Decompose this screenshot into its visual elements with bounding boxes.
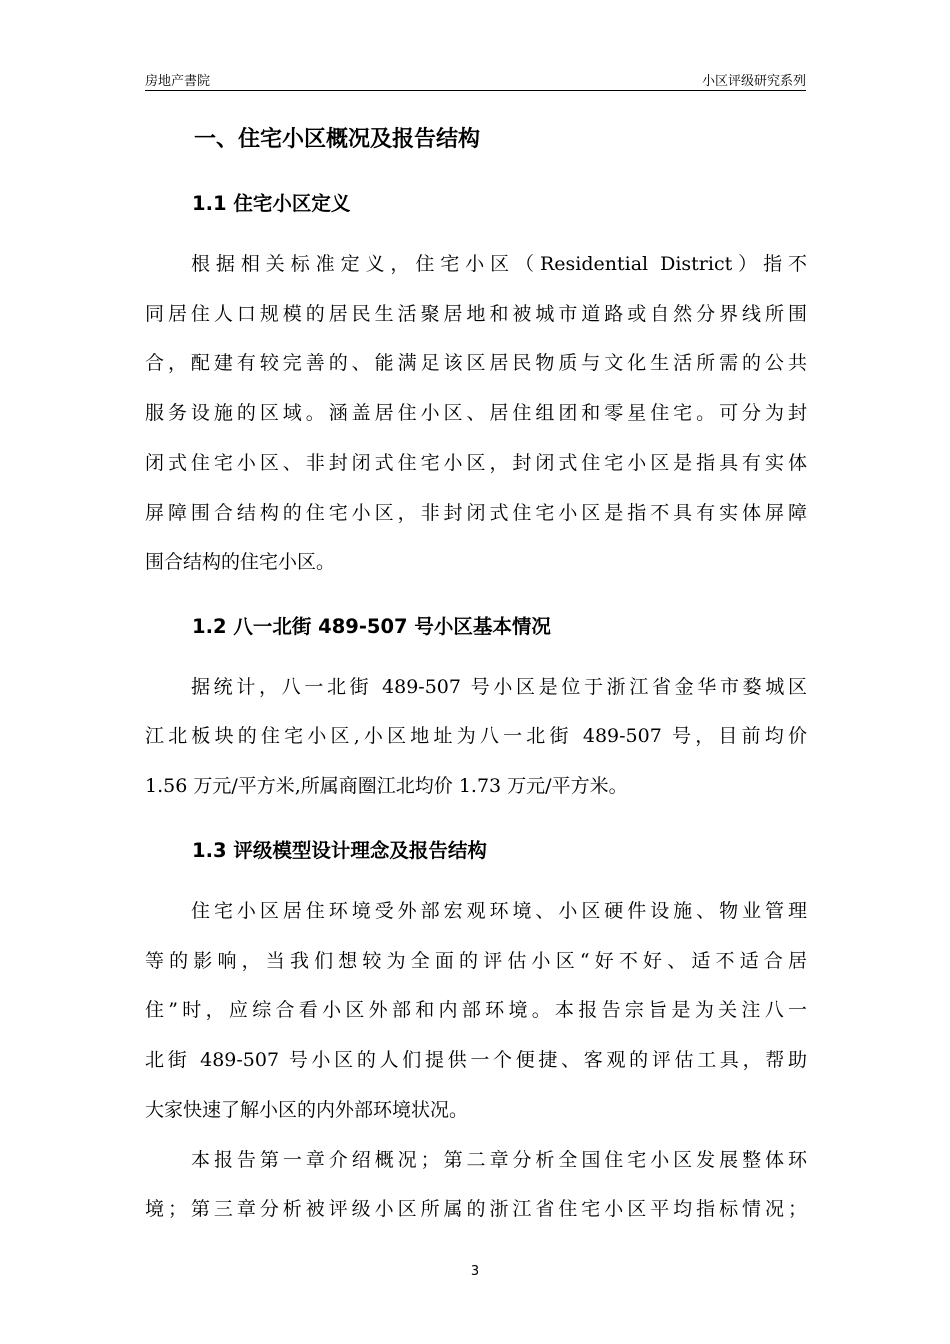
paragraph-line: 大家快速了解小区的内外部环境状况。 [145, 1099, 469, 1121]
paragraph-line: 住宅小区居住环境受外部宏观环境、小区硬件设施、物业管理 [191, 900, 807, 922]
paragraph-line: 1.56 万元/平方米,所属商圈江北均价 1.73 万元/平方米。 [145, 775, 628, 797]
paragraph-line: 同居住人口规模的居民生活聚居地和被城市道路或自然分界线所围 [145, 303, 807, 325]
paragraph-line: 据统计，八一北街 489-507 号小区是位于浙江省金华市婺城区 [191, 676, 807, 698]
paragraph-line: 境；第三章分析被评级小区所属的浙江省住宅小区平均指标情况； [145, 1198, 807, 1220]
subsection-heading-1-1: 1.1 住宅小区定义 [192, 192, 351, 215]
paragraph-line: 根据相关标准定义，住宅小区（Residential District）指不 [191, 253, 807, 275]
page-header [145, 70, 806, 91]
paragraph-line: 北街 489-507 号小区的人们提供一个便捷、客观的评估工具，帮助 [145, 1049, 807, 1071]
paragraph-line: 服务设施的区域。涵盖居住小区、居住组团和零星住宅。可分为封 [145, 402, 807, 424]
subsection-heading-1-2: 1.2 八一北街 489-507 号小区基本情况 [192, 615, 551, 638]
subsection-heading-1-3: 1.3 评级模型设计理念及报告结构 [192, 839, 487, 862]
page-number: 3 [470, 1264, 480, 1279]
paragraph-line: 闭式住宅小区、非封闭式住宅小区，封闭式住宅小区是指具有实体 [145, 452, 807, 474]
paragraph-line: 屏障围合结构的住宅小区，非封闭式住宅小区是指不具有实体屏障 [145, 502, 807, 524]
section-title: 一、住宅小区概况及报告结构 [194, 127, 481, 152]
paragraph-line: 住”时，应综合看小区外部和内部环境。本报告宗旨是为关注八一 [145, 999, 807, 1021]
paragraph-line: 等的影响，当我们想较为全面的评估小区“好不好、适不适合居 [145, 950, 807, 972]
paragraph-line: 江北板块的住宅小区,小区地址为八一北街 489-507 号，目前均价 [145, 725, 807, 747]
paragraph-line: 合，配建有较完善的、能满足该区居民物质与文化生活所需的公共 [145, 352, 807, 374]
paragraph-line: 围合结构的住宅小区。 [145, 551, 336, 573]
paragraph-line: 本报告第一章介绍概况；第二章分析全国住宅小区发展整体环 [191, 1149, 807, 1171]
header-left-text: 房地产書院 [145, 74, 211, 89]
header-right-text: 小区评级研究系列 [701, 74, 806, 89]
